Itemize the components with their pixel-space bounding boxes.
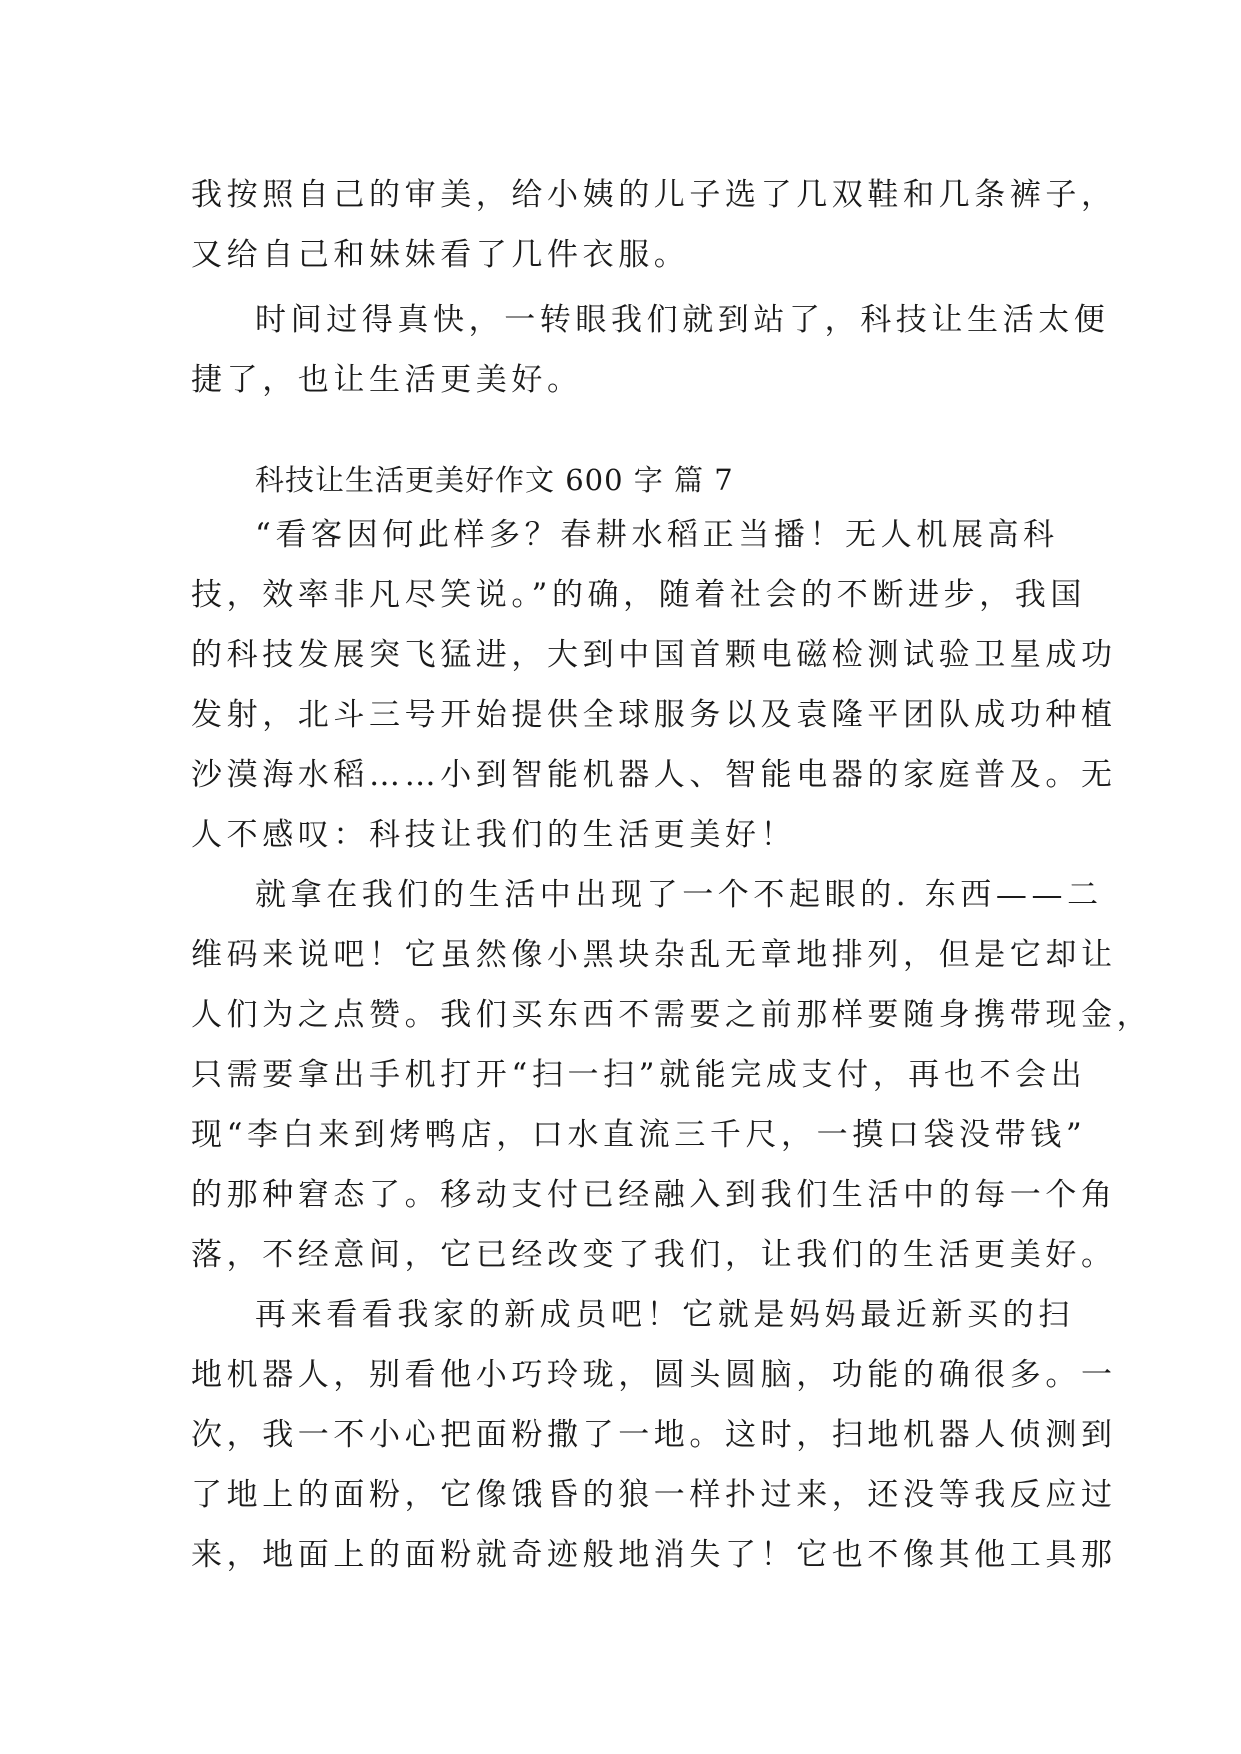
text-line: 维码来说吧！它虽然像小黑块杂乱无章地排列，但是它却让 xyxy=(191,937,1117,973)
text-line: 落，不经意间，它已经改变了我们，让我们的生活更美好。 xyxy=(191,1237,1117,1273)
text-line: 次，我一不小心把面粉撒了一地。这时，扫地机器人侦测到 xyxy=(191,1417,1117,1453)
text-line: “看客因何此样多？春耕水稻正当播！无人机展高科 xyxy=(255,517,1059,553)
text-line: 的那种窘态了。移动支付已经融入到我们生活中的每一个角 xyxy=(191,1177,1117,1213)
text-line: 就拿在我们的生活中出现了一个不起眼的. 东西——二 xyxy=(255,877,1103,913)
text-line: 来，地面上的面粉就奇迹般地消失了！它也不像其他工具那 xyxy=(191,1537,1117,1573)
text-line: 沙漠海水稻……小到智能机器人、智能电器的家庭普及。无 xyxy=(191,757,1117,793)
text-line: 现“李白来到烤鸭店，口水直流三千尺，一摸口袋没带钱” xyxy=(191,1117,1087,1153)
text-line: 人不感叹：科技让我们的生活更美好！ xyxy=(191,817,797,853)
text-line: 地机器人，别看他小巧玲珑，圆头圆脑，功能的确很多。一 xyxy=(191,1357,1117,1393)
text-line: 捷了，也让生活更美好。 xyxy=(191,362,583,398)
text-line: 我按照自己的审美，给小姨的儿子选了几双鞋和几条裤子， xyxy=(191,177,1117,213)
text-line: 发射，北斗三号开始提供全球服务以及袁隆平团队成功种植 xyxy=(191,697,1117,733)
text-line: 人们为之点赞。我们买东西不需要之前那样要随身携带现金， xyxy=(191,997,1153,1033)
text-line: 时间过得真快，一转眼我们就到站了，科技让生活太便 xyxy=(255,302,1110,338)
text-line: 的科技发展突飞猛进，大到中国首颗电磁检测试验卫星成功 xyxy=(191,637,1117,673)
section-heading: 科技让生活更美好作文 600 字 篇 7 xyxy=(255,463,734,497)
text-line: 只需要拿出手机打开“扫一扫”就能完成支付，再也不会出 xyxy=(191,1057,1087,1093)
text-line: 又给自己和妹妹看了几件衣服。 xyxy=(191,237,690,273)
text-line: 再来看看我家的新成员吧！它就是妈妈最近新买的扫 xyxy=(255,1297,1074,1333)
text-line: 了地上的面粉，它像饿昏的狼一样扑过来，还没等我反应过 xyxy=(191,1477,1117,1513)
text-line: 技，效率非凡尽笑说。”的确，随着社会的不断进步，我国 xyxy=(191,577,1086,613)
